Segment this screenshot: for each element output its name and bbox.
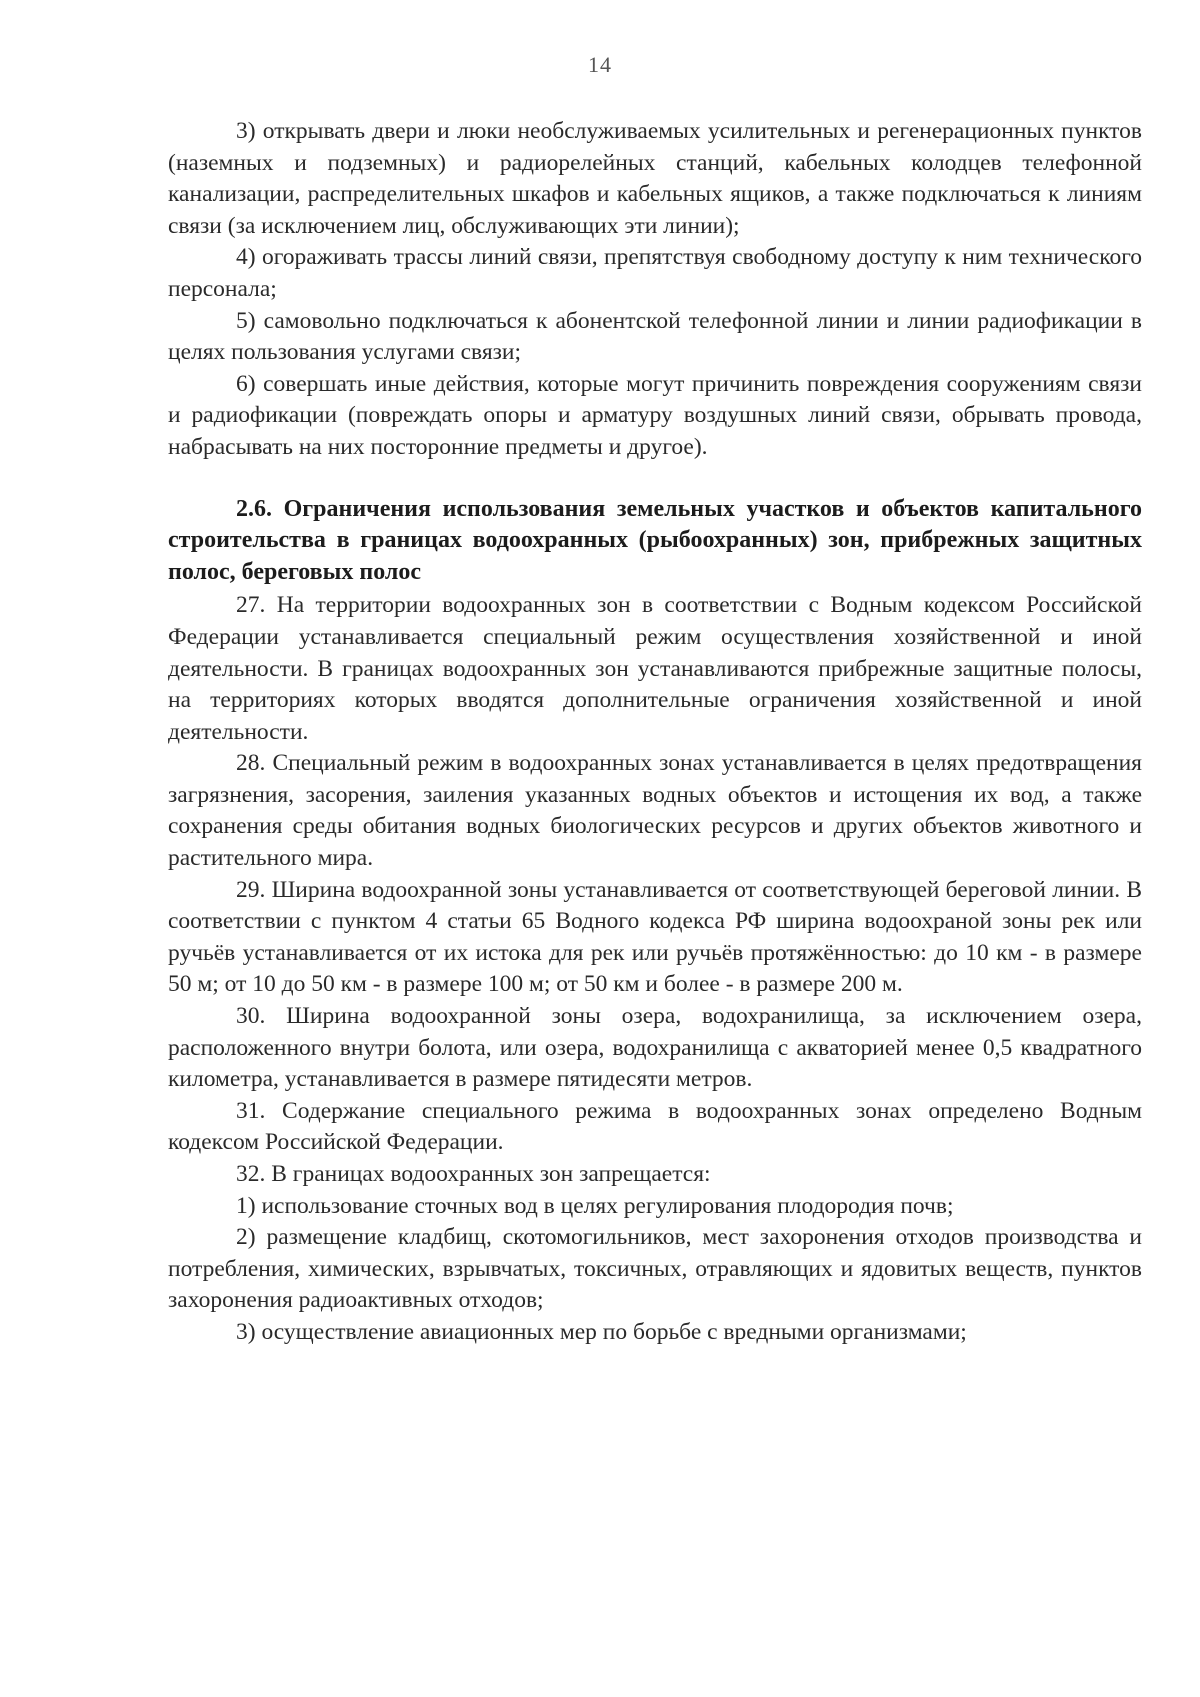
numbered-paragraph: 28. Специальный режим в водоохранных зонах устанавливается в целях предотвращения загрязнения, засорения, заиления указанных водных объектов и истощения их вод, а также сохранения среды обитания водных биологических ресурсов и других объектов животного и растительного мира. xyxy=(168,750,1142,872)
numbered-paragraph: 32. В границах водоохранных зон запрещается: xyxy=(236,1161,711,1187)
document-body xyxy=(168,116,1142,1349)
list-item: 6) совершать иные действия, которые могут причинить повреждения сооружениям связи и радиофикации (повреждать опоры и арматуру воздушных линий связи, обрывать провода, набрасывать на них посторонние предметы и другое). xyxy=(168,370,1142,460)
section-heading: 2.6. Ограничения использования земельных участков и объектов капитального строительства в границах водоохранных (рыбоохранных) зон, прибрежных защитных полос, береговых полос xyxy=(168,495,1142,585)
numbered-paragraph: 31. Содержание специального режима в водоохранных зонах определено Водным кодексом Российской Федерации. xyxy=(168,1097,1142,1156)
numbered-paragraph: 27. На территории водоохранных зон в соответствии с Водным кодексом Российской Федерации устанавливается специальный режим осуществления хозяйственной и иной деятельности. В границах водоохранных зон устанавливаются прибрежные защитные полосы, на территориях которых вводятся дополнительные ограничения хозяйственной и иной деятельности. xyxy=(168,592,1142,745)
list-item: 3) открывать двери и люки необслуживаемых усилительных и регенерационных пунктов (наземных и подземных) и радиорелейных станций, кабельных колодцев телефонной канализации, распределительных шкафов и кабельных ящиков, а также подключаться к линиям связи (за исключением лиц, обслуживающих эти линии); xyxy=(168,118,1142,239)
list-item: 3) осуществление авиационных мер по борьбе с вредными организмами; xyxy=(236,1318,967,1345)
list-item: 4) огораживать трассы линий связи, препятствуя свободному доступу к ним технического персонала; xyxy=(168,244,1142,302)
list-item: 5) самовольно подключаться к абонентской телефонной линии и линии радиофикации в целях пользования услугами связи; xyxy=(168,307,1142,366)
numbered-paragraph: 30. Ширина водоохранной зоны озера, водохранилища, за исключением озера, расположенного внутри болота, или озера, водохранилища с акваторией менее 0,5 квадратного километра, устанавливается в размере пятидесяти метров. xyxy=(168,1003,1142,1093)
list-item: 1) использование сточных вод в целях регулирования плодородия почв; xyxy=(236,1192,954,1219)
numbered-paragraph: 29. Ширина водоохранной зоны устанавливается от соответствующей береговой линии. В соответствии с пунктом 4 статьи 65 Водного кодекса РФ ширина водоохраной зоны рек или ручьёв устанавливается от их истока для рек или ручьёв протяжённостью: до 10 км - в размере 50 м; от 10 до 50 км - в размере 100 м; от 50 км и более - в размере 200 м. xyxy=(168,876,1142,998)
list-item: 2) размещение кладбищ, скотомогильников, мест захоронения отходов производства и потребления, химических, взрывчатых, токсичных, отравляющих и ядовитых веществ, пунктов захоронения радиоактивных отходов; xyxy=(168,1224,1142,1314)
page-number: 14 xyxy=(588,52,612,77)
